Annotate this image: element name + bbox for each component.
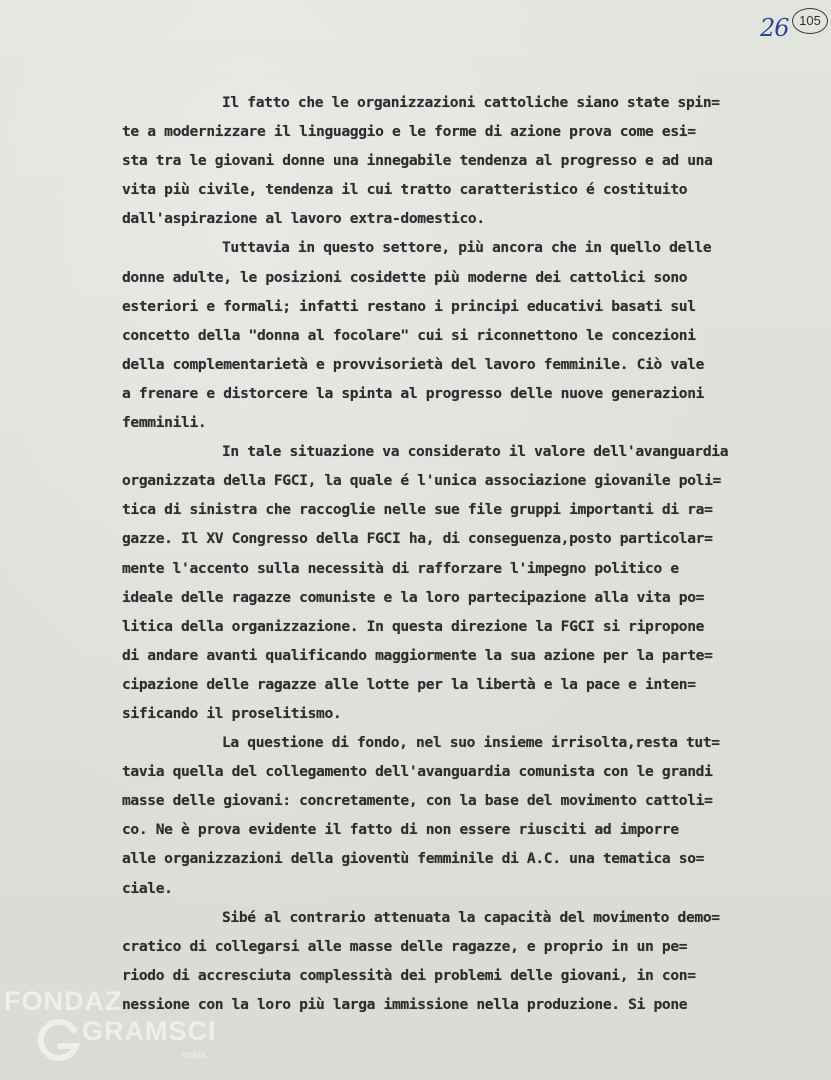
text-line: nessione con la loro più larga immissione nella produzione. Si pone xyxy=(122,995,688,1013)
text-line: Sibé al contrario attenuata la capacità del movimento demo= xyxy=(222,908,720,926)
archive-stamp: 105 xyxy=(792,8,828,34)
watermark-g-logo-icon xyxy=(34,1016,82,1064)
text-line: riodo di accresciuta complessità dei problemi delle giovani, in con= xyxy=(122,966,696,984)
text-line: ciale. xyxy=(122,879,173,897)
text-line: Il fatto che le organizzazioni cattoliche siano state spin= xyxy=(222,94,720,111)
text-line: sta tra le giovani donne una innegabile tendenza al progresso e ad una xyxy=(122,152,713,170)
text-line: concetto della "donna al focolare" cui si riconnettono le concezioni xyxy=(122,326,696,344)
text-line: cratico di collegarsi alle masse delle ragazze, e proprio in un pe= xyxy=(122,937,688,955)
text-line: tica di sinistra che raccoglie nelle sue file gruppi importanti di ra= xyxy=(122,501,713,519)
text-line: alle organizzazioni della gioventù femminile di A.C. una tematica so= xyxy=(122,850,705,868)
text-line: Tuttavia in questo settore, più ancora che in quello delle xyxy=(222,239,712,257)
text-line: a frenare e distorcere la spinta al progresso delle nuove generazioni xyxy=(122,384,705,402)
handwritten-page-number: 26 xyxy=(760,14,789,42)
text-line: ideale delle ragazze comuniste e la loro partecipazione alla vita po= xyxy=(122,588,705,606)
text-line: della complementarietà e provvisorietà del lavoro femminile. Ciò vale xyxy=(122,355,705,373)
text-line: di andare avanti qualificando maggiormente la sua azione per la parte= xyxy=(122,646,713,664)
watermark-line-2: GRAMSCI xyxy=(82,1016,217,1046)
text-line: masse delle giovani: concretamente, con la base del movimento cattoli= xyxy=(122,792,713,810)
text-line: tavia quella del collegamento dell'avanguardia comunista con le grandi xyxy=(122,763,713,781)
text-line: sificando il proselitismo. xyxy=(122,704,342,722)
watermark-line-1: FONDAZ xyxy=(4,986,123,1016)
text-line: te a modernizzare il linguaggio e le forme di azione prova come esi= xyxy=(122,123,696,141)
typewritten-body xyxy=(122,88,822,1019)
text-line: La questione di fondo, nel suo insieme irrisolta,resta tut= xyxy=(222,734,720,752)
text-line: co. Ne è prova evidente il fatto di non essere riusciti ad imporre xyxy=(122,821,679,839)
text-line: organizzata della FGCI, la quale é l'unica associazione giovanile poli= xyxy=(122,472,721,490)
text-line: cipazione delle ragazze alle lotte per la libertà e la pace e inten= xyxy=(122,675,696,693)
text-line: femminili. xyxy=(122,414,207,432)
text-line: In tale situazione va considerato il valore dell'avanguardia xyxy=(222,443,729,461)
text-line: donne adulte, le posizioni cosidette più moderne dei cattolici sono xyxy=(122,268,688,286)
text-line: dall'aspirazione al lavoro extra-domestico. xyxy=(122,210,485,228)
watermark-line-3: onlus xyxy=(182,1050,206,1061)
text-line: esteriori e formali; infatti restano i principi educativi basati sul xyxy=(122,297,696,315)
text-line: gazze. Il XV Congresso della FGCI ha, di conseguenza,posto particolar= xyxy=(122,530,713,548)
text-line: mente l'accento sulla necessità di rafforzare l'impegno politico e xyxy=(122,559,679,577)
text-line: vita più civile, tendenza il cui tratto caratteristico é costituito xyxy=(122,181,688,199)
text-line: litica della organizzazione. In questa direzione la FGCI si ripropone xyxy=(122,617,705,635)
